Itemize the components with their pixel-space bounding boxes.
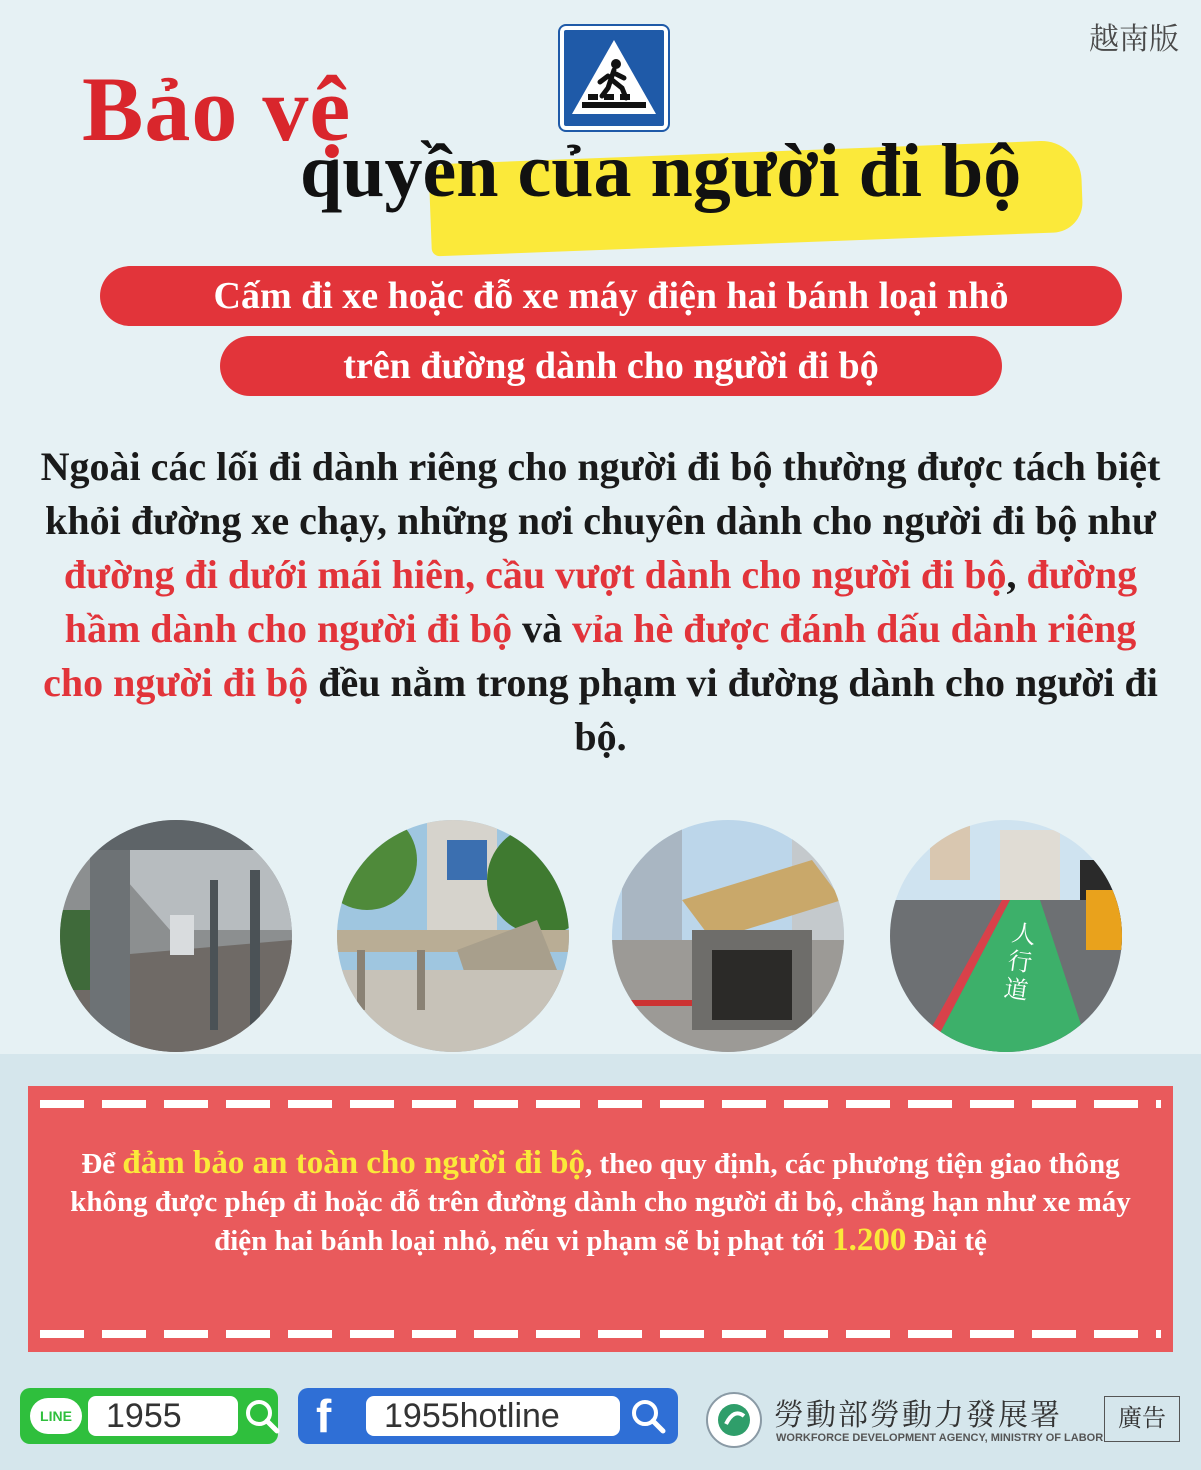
pedestrian-crossing-sign-icon (560, 26, 668, 130)
subtitle-pill-1: Cấm đi xe hoặc đỗ xe máy điện hai bánh loại nhỏ (100, 266, 1122, 326)
fine-amount: 1.200 (832, 1222, 907, 1258)
subtitle-pill-2: trên đường dành cho người đi bộ (220, 336, 1002, 396)
agency-name-zh: 勞動部勞動力發展署 (774, 1398, 1062, 1433)
pedestrian-underpass-photo (612, 820, 844, 1052)
body-text-part: đều nằm trong phạm vi đường dành cho người đi bộ. (308, 660, 1158, 759)
search-icon[interactable] (244, 1398, 280, 1434)
body-highlight: đường hầm dành cho người đi bộ (64, 552, 1138, 651)
agency-name-en: WORKFORCE DEVELOPMENT AGENCY, MINISTRY OF LABOR (776, 1432, 1104, 1444)
notice-suffix: Đài tệ (906, 1225, 987, 1257)
facebook-search-box[interactable] (298, 1388, 678, 1444)
facebook-logo-icon: f (316, 1390, 332, 1442)
agency-seal-icon (706, 1392, 762, 1448)
search-icon[interactable] (630, 1398, 666, 1434)
ad-label: 廣告 (1104, 1396, 1180, 1442)
body-highlight: vỉa hè được đánh dấu dành riêng cho người đi bộ (43, 606, 1137, 705)
body-paragraph (40, 440, 1161, 764)
facebook-search-field[interactable]: 1955hotline (366, 1396, 620, 1436)
body-text-part: và (512, 606, 573, 651)
edition-label: 越南版 (1089, 22, 1179, 57)
notice-highlight: đảm bảo an toàn cho người đi bộ (122, 1145, 586, 1181)
dashed-border-bottom (40, 1330, 1161, 1338)
pedestrian-overpass-photo (337, 820, 569, 1052)
body-text-part: Ngoài các lối đi dành riêng cho người đi bộ thường được tách biệt khỏi đường xe chạy, những nơi chuyên dành cho người đi bộ như (40, 444, 1161, 543)
arcade-walkway-photo (60, 820, 292, 1052)
line-search-field[interactable]: 1955 (88, 1396, 238, 1436)
title-line-2: quyền của người đi bộ (300, 129, 1022, 213)
dashed-border-top (40, 1100, 1161, 1108)
body-text-part: , (1006, 552, 1027, 597)
title-line-1: Bảo vệ (82, 58, 352, 160)
notice-body: , theo quy định, các phương tiện giao thông không được phép đi hoặc đỗ trên đường dành cho người đi bộ, chẳng hạn như xe máy điện hai bánh loại nhỏ, nếu vi phạm sẽ bị phạt tới (70, 1148, 1131, 1257)
notice-box (28, 1086, 1173, 1352)
body-highlight: đường đi dưới mái hiên, cầu vượt dành cho người đi bộ (63, 552, 1007, 597)
notice-prefix: Để (81, 1148, 123, 1180)
notice-text (58, 1144, 1143, 1260)
marked-sidewalk-photo (890, 820, 1122, 1052)
line-search-box[interactable] (20, 1388, 278, 1444)
road-marking-text: 人行道 (1002, 918, 1038, 1006)
line-logo-icon: LINE (30, 1398, 82, 1434)
